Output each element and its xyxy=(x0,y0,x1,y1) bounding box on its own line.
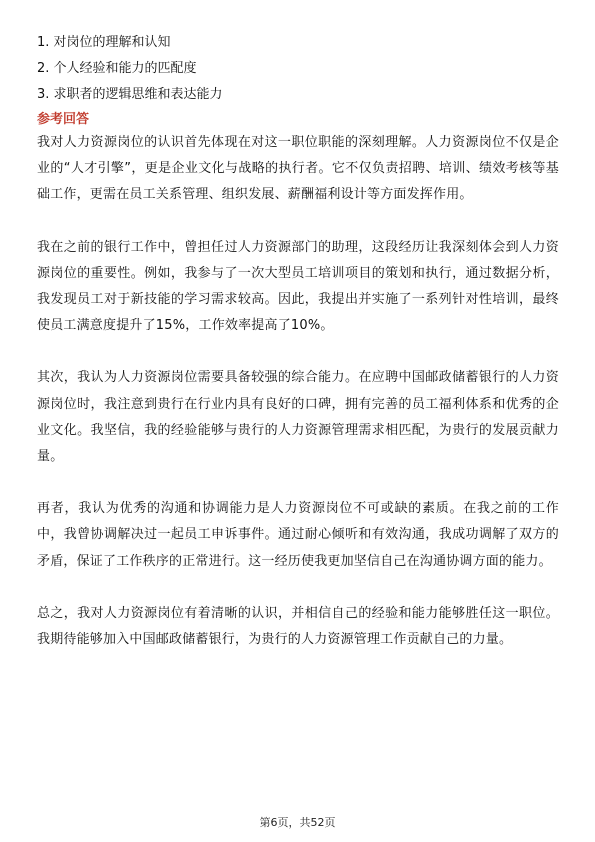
page-footer xyxy=(0,814,595,830)
answer-paragraph-1: 我对人力资源岗位的认识首先体现在对这一职位职能的深刻理解。人力资源岗位不仅是企业的“人才引擎”，更是企业文化与战略的执行者。它不仅负责招聘、培训、绩效考核等基础工作，更需在员工关系管理、组织发展、薪酬福利设计等方面发挥作用。 xyxy=(37,135,559,203)
answer-paragraph-2: 我在之前的银行工作中，曾担任过人力资源部门的助理，这段经历让我深刻体会到人力资源岗位的重要性。例如，我参与了一次大型员工培训项目的策划和执行，通过数据分析，我发现员工对于新技能的学习需求较高。因此，我提出并实施了一系列针对性培训，最终使员工满意度提升了15%，工作效率提高了10%。 xyxy=(37,239,559,334)
document-body xyxy=(37,30,559,653)
criterion-3: 3. 求职者的逻辑思维和表达能力 xyxy=(37,87,223,102)
criterion-1: 1. 对岗位的理解和认知 xyxy=(37,35,171,50)
criterion-2: 2. 个人经验和能力的匹配度 xyxy=(37,61,197,76)
answer-heading: 参考回答 xyxy=(37,112,90,127)
answer-paragraph-3: 其次，我认为人力资源岗位需要具备较强的综合能力。在应聘中国邮政储蓄银行的人力资源岗位时，我注意到贵行在行业内具有良好的口碑，拥有完善的员工福利体系和优秀的企业文化。我坚信，我的经验能够与贵行的人力资源管理需求相匹配，为贵行的发展贡献力量。 xyxy=(37,370,559,465)
page-number: 第6页，共52页 xyxy=(259,816,336,829)
answer-paragraph-4: 再者，我认为优秀的沟通和协调能力是人力资源岗位不可或缺的素质。在我之前的工作中，我曾协调解决过一起员工申诉事件。通过耐心倾听和有效沟通，我成功调解了双方的矛盾，保证了工作秩序的正常进行。这一经历使我更加坚信自己在沟通协调方面的能力。 xyxy=(37,501,559,569)
answer-paragraph-5: 总之，我对人力资源岗位有着清晰的认识，并相信自己的经验和能力能够胜任这一职位。我期待能够加入中国邮政储蓄银行，为贵行的人力资源管理工作贡献自己的力量。 xyxy=(37,605,559,648)
